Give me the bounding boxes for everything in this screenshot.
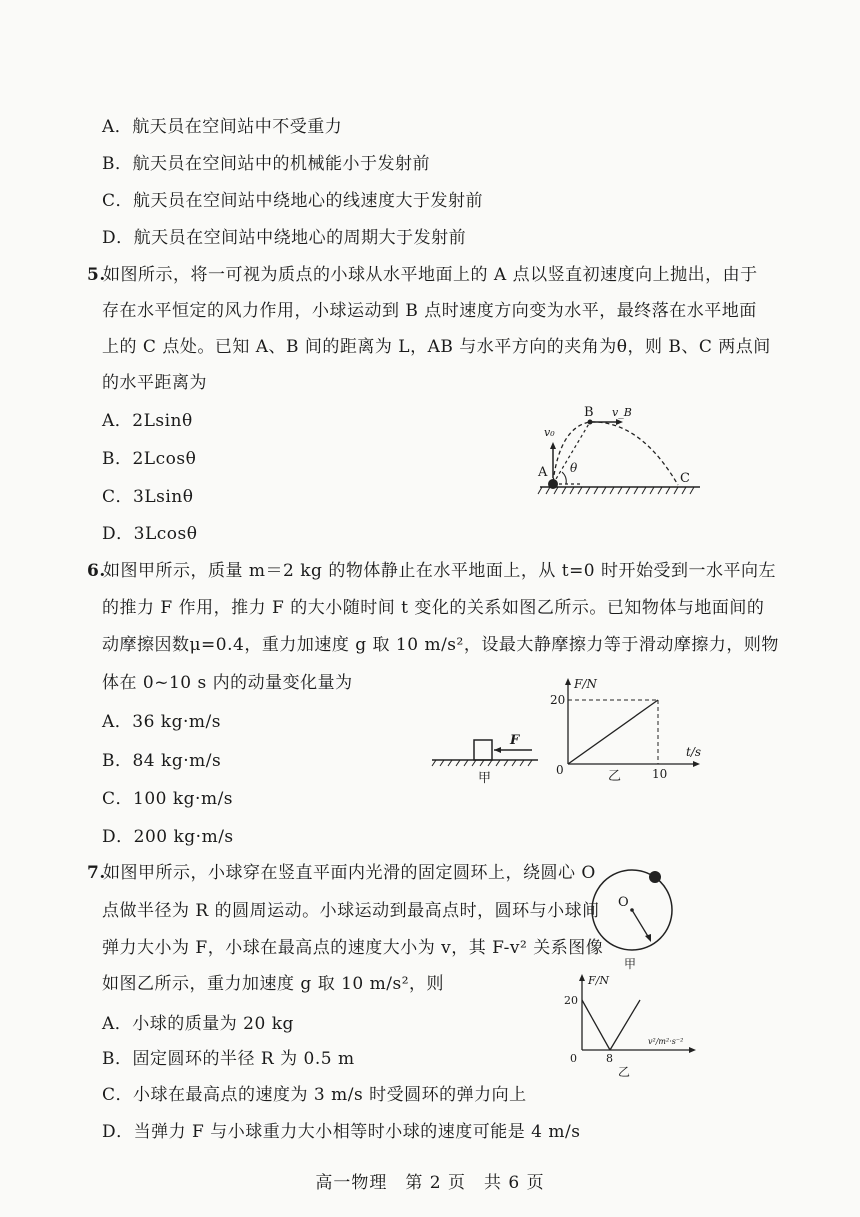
q6-option-d: D．200 kg·m/s [102, 827, 234, 847]
q6-caption-yi: 乙 [608, 769, 622, 784]
q5-option-d: D．3Lcosθ [102, 524, 198, 544]
q5-stem-line-2: 存在水平恒定的风力作用，小球运动到 B 点时速度方向变为水平，最终落在水平地面 [102, 301, 757, 321]
q5-trajectory-figure [530, 402, 710, 502]
q7-force-velocity-graph [562, 970, 702, 1080]
q5-label-a: A [538, 465, 548, 480]
q6-block-figure [428, 722, 548, 784]
q5-text-1: 如图所示，将一可视为质点的小球从水平地面上的 A 点以竖直初速度向上抛出，由于 [103, 265, 758, 285]
page-footer: 高一物理 第 2 页 共 6 页 [315, 1173, 545, 1193]
q6-block [474, 740, 492, 760]
q5-stem-line-4: 的水平距离为 [102, 373, 207, 393]
q7-stem-line-4: 如图乙所示，重力加速度 g 取 10 m/s²，则 [102, 974, 445, 994]
q7-caption-jia: 甲 [624, 957, 637, 971]
q5-label-b: B [584, 405, 594, 420]
q6-option-b: B．84 kg·m/s [102, 751, 222, 771]
q4-option-c: C．航天员在空间站中绕地心的线速度大于发射前 [102, 191, 484, 211]
q4-option-a: A．航天员在空间站中不受重力 [102, 117, 343, 137]
q7-caption-yi: 乙 [618, 1065, 631, 1079]
q6-number: 6. [87, 561, 106, 581]
q4-option-d: D．航天员在空间站中绕地心的周期大于发射前 [102, 228, 467, 248]
q5-label-c: C [680, 471, 690, 486]
q7-stem-line-2: 点做半径为 R 的圆周运动。小球运动到最高点时，圆环与小球间 [102, 901, 600, 921]
q6-y-tick: 20 [550, 693, 566, 707]
q6-option-c: C．100 kg·m/s [102, 789, 234, 809]
q5-stem-line-1 [87, 264, 758, 286]
q6-stem-line-3: 动摩擦因数μ=0.4，重力加速度 g 取 10 m/s²，设最大静摩擦力等于滑动摩擦力，则物 [102, 635, 779, 655]
q5-label-vb: v_B [612, 406, 632, 419]
q6-caption-jia: 甲 [478, 771, 492, 784]
q7-graph-left-line [582, 1000, 610, 1050]
q6-origin: 0 [556, 763, 564, 777]
q6-force-time-graph [550, 674, 710, 786]
q7-graph-right-line [610, 1000, 640, 1050]
q5-option-c: C．3Lsinθ [102, 487, 194, 507]
q5-option-a: A．2Lsinθ [102, 411, 193, 431]
q7-x-axis-label: v²/m²·s⁻² [648, 1037, 684, 1046]
q5-trajectory-curve [553, 422, 678, 485]
q7-ring-figure [585, 858, 685, 973]
q6-stem-line-1 [87, 560, 776, 582]
q7-origin: 0 [570, 1052, 577, 1065]
q6-text-1: 如图甲所示，质量 m＝2 kg 的物体静止在水平地面上，从 t=0 时开始受到一水平向左 [103, 561, 777, 581]
q5-label-v0: v₀ [544, 426, 555, 439]
q5-stem-line-3: 上的 C 点处。已知 A、B 间的距离为 L，AB 与水平方向的夹角为θ，则 B、C 两点间 [102, 337, 771, 357]
q6-stem-line-2: 的推力 F 作用，推力 F 的大小随时间 t 变化的关系如图乙所示。已知物体与地面间的 [102, 598, 765, 618]
q6-force-line [568, 700, 658, 764]
q7-center-label: O [618, 895, 629, 910]
q7-bead [649, 871, 661, 883]
q7-number: 7. [87, 863, 106, 883]
q7-y-tick: 20 [564, 994, 578, 1007]
q7-option-d: D．当弹力 F 与小球重力大小相等时小球的速度可能是 4 m/s [102, 1122, 581, 1142]
q5-label-theta: θ [570, 461, 578, 475]
q5-option-b: B．2Lcosθ [102, 449, 197, 469]
q7-text-1: 如图甲所示，小球穿在竖直平面内光滑的固定圆环上，绕圆心 O [103, 863, 596, 883]
q4-option-b: B．航天员在空间站中的机械能小于发射前 [102, 154, 430, 174]
q7-option-a: A．小球的质量为 20 kg [102, 1014, 294, 1034]
q7-option-b: B．固定圆环的半径 R 为 0.5 m [102, 1049, 355, 1069]
q7-stem-line-1 [87, 862, 596, 884]
q7-option-c: C．小球在最高点的速度为 3 m/s 时受圆环的弹力向上 [102, 1085, 527, 1105]
q7-y-axis-label: F/N [588, 974, 609, 987]
q7-x-tick: 8 [606, 1052, 613, 1065]
q6-y-axis-label: F/N [574, 677, 597, 691]
q5-number: 5. [87, 265, 106, 285]
q6-stem-line-4: 体在 0~10 s 内的动量变化量为 [102, 673, 353, 693]
q6-x-axis-label: t/s [686, 745, 702, 759]
q6-force-label: F [510, 733, 520, 748]
q7-stem-line-3: 弹力大小为 F，小球在最高点的速度大小为 v，其 F-v² 关系图像 [102, 938, 604, 958]
q6-x-tick: 10 [652, 767, 668, 781]
q6-option-a: A．36 kg·m/s [102, 712, 221, 732]
